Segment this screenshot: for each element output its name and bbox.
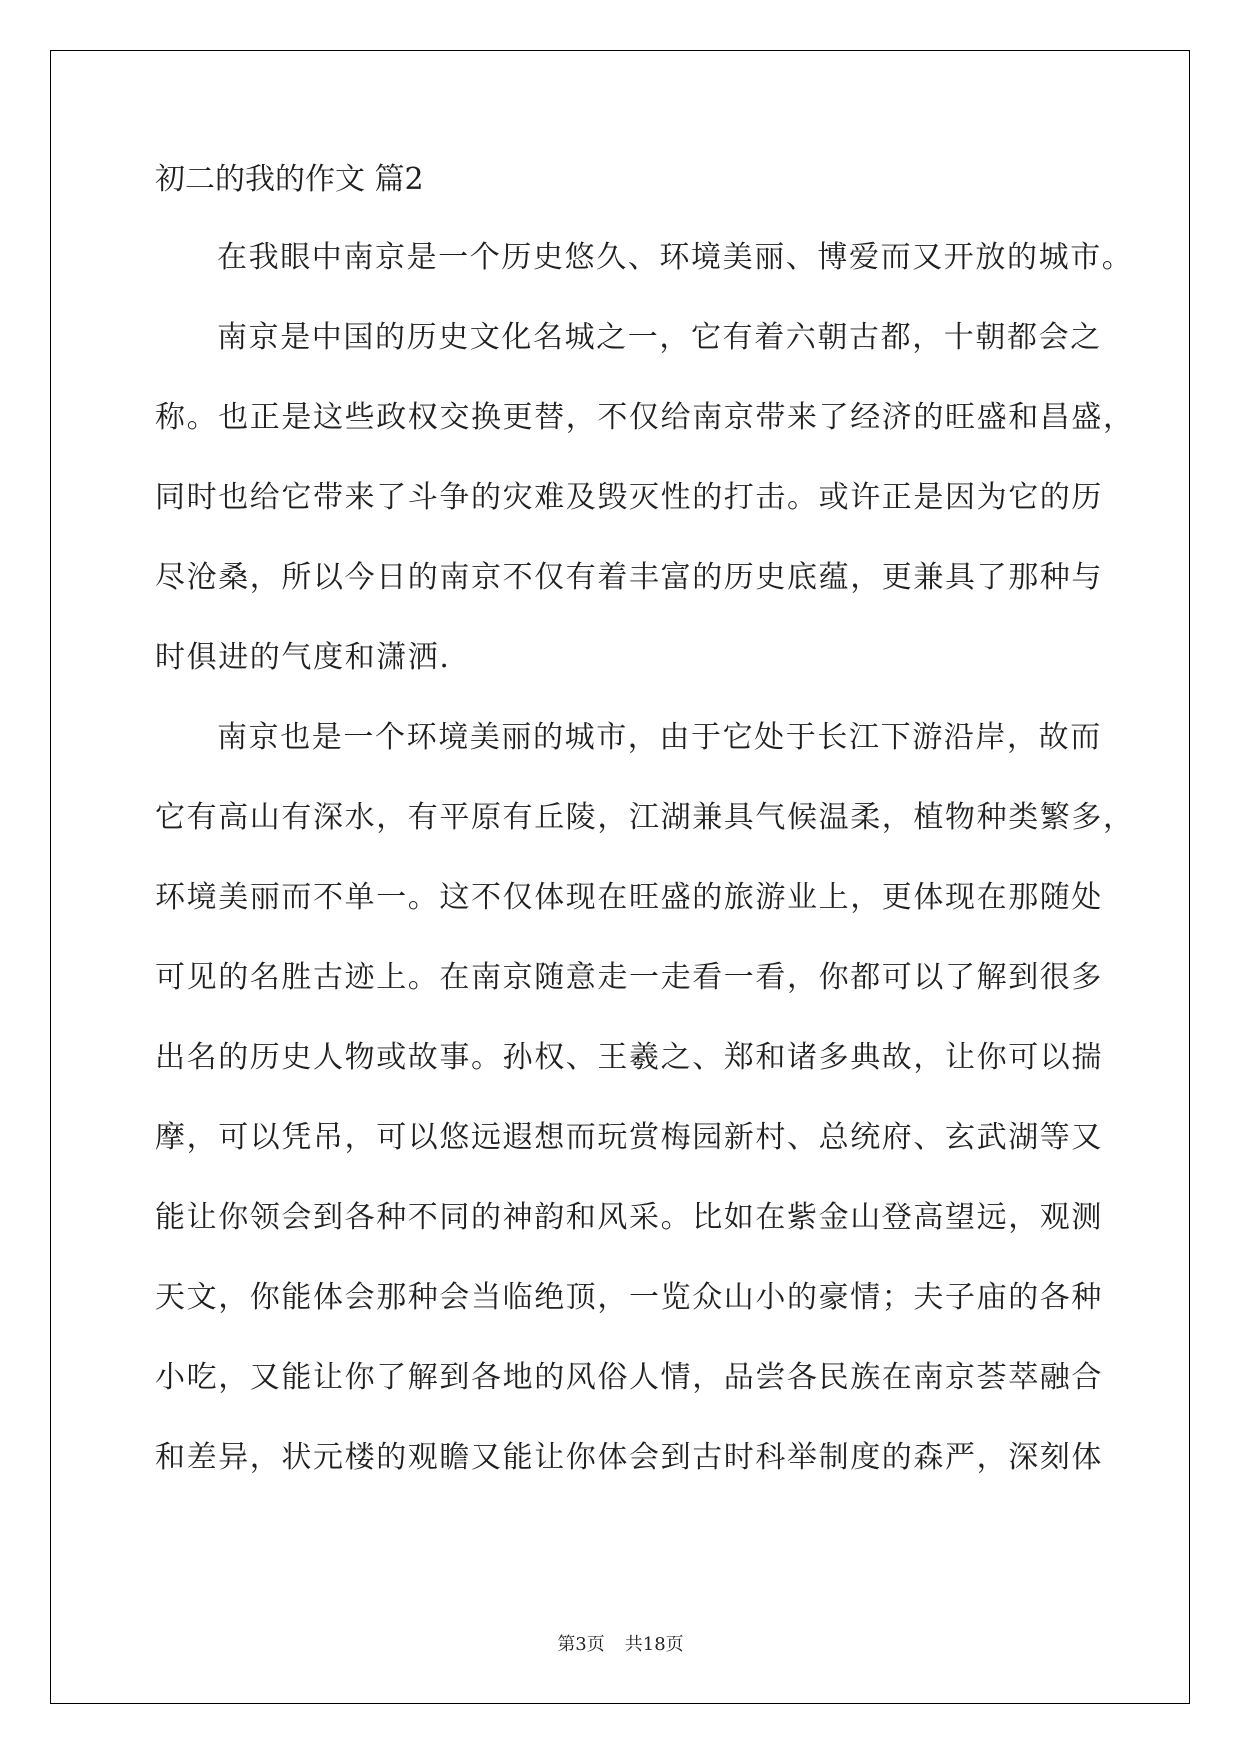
text-line: 它有高山有深水，有平原有丘陵，江湖兼具气候温柔，植物种类繁多， [155, 800, 1135, 835]
text-line: 和差异，状元楼的观瞻又能让你体会到古时科举制度的森严，深刻体 [155, 1440, 1103, 1475]
text-line: 小吃，又能让你了解到各地的风俗人情，品尝各民族在南京荟萃融合 [155, 1360, 1103, 1395]
text-line: 出名的历史人物或故事。孙权、王羲之、郑和诸多典故，让你可以揣 [155, 1040, 1103, 1075]
document-heading: 初二的我的作文 篇2 [155, 162, 424, 197]
page-total: 共18页 [624, 1634, 684, 1655]
page-footer [0, 1634, 1241, 1656]
text-line: 尽沧桑，所以今日的南京不仅有着丰富的历史底蕴，更兼具了那种与 [155, 560, 1103, 595]
text-line: 在我眼中南京是一个历史悠久、环境美丽、博爱而又开放的城市。 [217, 240, 1134, 275]
text-line: 称。也正是这些政权交换更替，不仅给南京带来了经济的旺盛和昌盛， [155, 400, 1135, 435]
text-line: 能让你领会到各种不同的神韵和风采。比如在紫金山登高望远，观测 [155, 1200, 1103, 1235]
text-line: 可见的名胜古迹上。在南京随意走一走看一看，你都可以了解到很多 [155, 960, 1103, 995]
text-line: 南京是中国的历史文化名城之一，它有着六朝古都，十朝都会之 [217, 320, 1102, 355]
text-line: 环境美丽而不单一。这不仅体现在旺盛的旅游业上，更体现在那随处 [155, 880, 1103, 915]
text-line: 同时也给它带来了斗争的灾难及毁灭性的打击。或许正是因为它的历 [155, 480, 1103, 515]
page-number: 第3页 [557, 1634, 605, 1655]
text-line: 天文，你能体会那种会当临绝顶，一览众山小的豪情；夫子庙的各种 [155, 1280, 1103, 1315]
text-line: 时俱进的气度和潇洒. [155, 640, 451, 675]
text-line: 摩，可以凭吊，可以悠远遐想而玩赏梅园新村、总统府、玄武湖等又 [155, 1120, 1103, 1155]
text-line: 南京也是一个环境美丽的城市，由于它处于长江下游沿岸，故而 [217, 720, 1102, 755]
